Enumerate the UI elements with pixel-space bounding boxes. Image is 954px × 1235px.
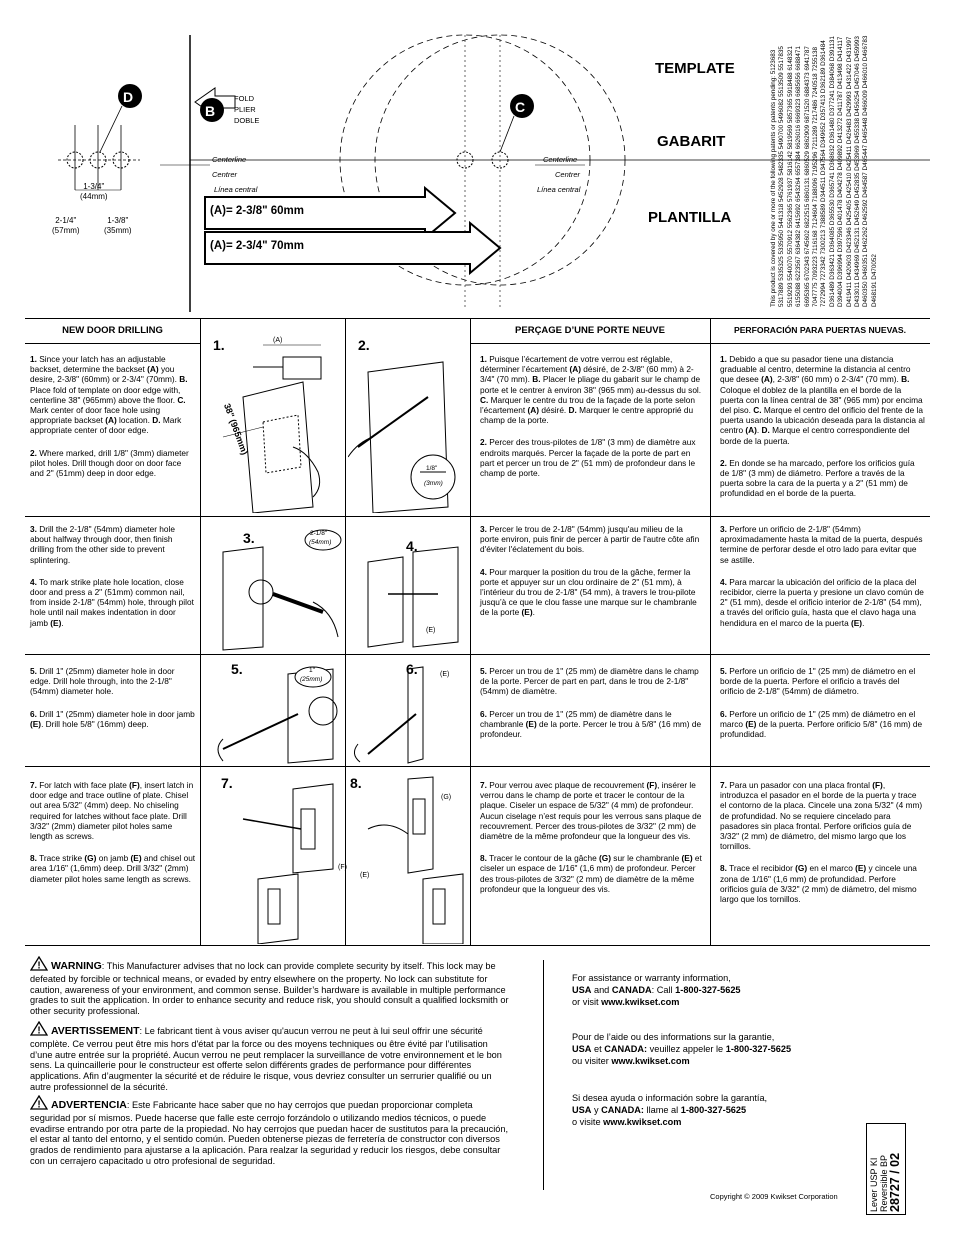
bit-1-mm: (25mm): [300, 676, 323, 683]
door-section: [223, 547, 263, 650]
footer-divider: [543, 960, 544, 1190]
fold-labels: [234, 93, 259, 126]
contact-fr: [572, 1031, 862, 1067]
warning-es: [30, 1095, 510, 1167]
divider-v1: [200, 319, 201, 946]
plate-recess: [268, 889, 280, 924]
en-step-4: 4. To mark strike plate hole location, close door and press a 2" (51mm) common nail, from inside 2-1/8" (54mm) hole, through pilot hole until nail makes indentation in door jamb (E).: [30, 576, 194, 628]
es-step-5: 5. Perfore un orificio de 1" (25 mm) de diámetro en el borde de la puerta. Perfore el orificio a través del orificio de 2-1/8" (54mm) de diámetro.: [720, 666, 916, 697]
contact-en-link[interactable]: www.kwikset.com: [601, 997, 680, 1007]
dim-2-1-4-in: 2-1/4": [55, 216, 77, 225]
header-en: NEW DOOR DRILLING: [62, 325, 163, 336]
bit-218-mm: (54mm): [309, 539, 332, 546]
dim-1-3-4-mm: (44mm): [80, 192, 108, 201]
jamb: [413, 547, 458, 647]
dim-1-3-8-in: 1-3/8": [107, 216, 129, 225]
door: [368, 557, 403, 647]
fr-steps-1-2: [480, 354, 702, 490]
warning-en-body: : This Manufacturer advises that no lock can provide complete security by itself. This lock may be defeated by forcible or technical means, or evaded by entry elsewhere on the property. No lock can substitute for caution, awareness of your environment, and common sense. Builder’s hardware is available in multiple performance grades to suit the application. In order to enhance security and reduce risk, you should consult a qualified locksmith or other security professional.: [30, 961, 509, 1017]
es-step-4: 4. Para marcar la ubicación del orificio de la placa del recibidor, cierre la puerta y presione un clavo común de 2" (51 mm), desde el orificio interior de 2-1/8" (54 mm), a través del orificio guía, hasta que el clavo haga una hendidura en el marco de la puerta (E).: [720, 576, 924, 628]
strike-recess: [433, 889, 445, 924]
es-step-3: 3. Perfore un orificio de 2-1/8" (54mm) aproximadamente hasta la mitad de la puerta, después termine de perforar desde el otro lado para evitar que se astille.: [720, 524, 923, 565]
jamb-upper: [408, 777, 433, 873]
contact-es: [572, 1092, 862, 1128]
fold-label-en: FOLD: [234, 94, 255, 103]
copyright: Copyright © 2009 Kwikset Corporation: [710, 1192, 838, 1201]
contact-es-line3: o visite www.kwikset.com: [572, 1117, 682, 1127]
centerline-fr-left: Centrer: [212, 170, 238, 179]
centerline-labels-right: [537, 152, 581, 197]
fold-label-es: DOBLE: [234, 116, 260, 125]
illustration-step-5: [203, 659, 343, 764]
fr-steps-5-6: [480, 666, 702, 751]
illustration-step-4: [348, 522, 468, 652]
hole-saw: [249, 580, 273, 604]
en-step-3: 3. Drill the 2-1/8" (54mm) diameter hole about halfway through door, then finish drilling from the other side to prevent splintering.: [30, 524, 175, 565]
drill-shaft: [368, 714, 416, 754]
divider-h3: [25, 766, 930, 767]
svg-text:!: !: [37, 1099, 41, 1110]
es-step-8: 8. Trace el recibidor (G) en el marco (E) y cincele una zona de 1/16" (1,6 mm) de profundidad. Perfore orificios guía de 3/32" (2 mm) de diámetro, del mismo largo que los tornillos.: [720, 863, 917, 905]
illustration-step-6: [348, 659, 468, 764]
illustration-step-1: [203, 327, 343, 513]
door-edge-lower: [258, 874, 298, 944]
en-step-2: 2. Where marked, drill 1/8" (3mm) diameter pilot holes. Drill though door on door face and 2" (51mm) deep in door edge.: [30, 447, 189, 479]
hand: [354, 744, 360, 762]
fr-step-1: 1. Puisque l’écartement de votre verrou est réglable, déterminer l’écartement (A) désiré, de 2-3/8" (60 mm) à 2-3/4" (70 mm). B. Placer le pliage du gabarit sur le champ de porte et le centrer à environ 38" (965 mm) au-dessus du sol. C. Marquer le centre du trou de la façade de la porte selon l’écartement (A) désiré. D. Marquer le centre approprié du champ de la porte.: [480, 354, 702, 426]
centerline-labels-left: [212, 152, 257, 197]
illustration-step-7: [203, 769, 347, 944]
door-template: [0, 0, 954, 318]
divider-h1: [25, 516, 930, 517]
drill-bit: [358, 397, 428, 447]
dim-2-1-4: [52, 216, 80, 236]
divider-v4: [710, 319, 711, 946]
label-e-step-4: (E): [426, 627, 436, 634]
hand-drill: [313, 602, 338, 637]
step-6-number: 6.: [406, 661, 418, 677]
label-e-step-8: (E): [360, 872, 370, 879]
en-step-1: 1. Since your latch has an adjustable backset, determine the backset (A) you desire, 2-3/8" (60mm) or 2-3/4" (70mm). B. Place fold of template on door edge with, centerline 38" (965mm) above the floor. C. Mark center of door face hole using appropriate backset (A) location. D. Mark appropriate center of door edge.: [30, 354, 188, 436]
hand-upper: [368, 825, 408, 834]
code-line-2: Reversible BP: [879, 1154, 889, 1212]
step-5-drawing: [203, 659, 343, 764]
illustration-step-8: [348, 769, 468, 944]
svg-text:!: !: [37, 1025, 41, 1036]
es-step-7: 7. Para un pasador con una placa frontal (F), introduzca el pasador en el borde de la puerta y trace el contorno de la placa. Cincele una zona 5/32" (4 mm) de profundidad. No se requiere cincelado para pasadores sin placa frontal. Perfore orificios guía de 3/32" (2 mm) de diámetro, del mismo largo que los tornillos.: [720, 780, 923, 852]
es-steps-1-2: [720, 354, 925, 511]
centerline-en-left: Centerline: [212, 155, 247, 164]
divider-h-header-en: [25, 343, 200, 344]
centerline-es-right: Línea central: [537, 185, 581, 194]
en-steps-3-4: [30, 524, 196, 640]
title-template: TEMPLATE: [655, 60, 735, 77]
arrow-60mm-label: (A)= 2-3/8" 60mm: [210, 205, 304, 217]
patent-text: This product is covered by one or more of the following patents or patents pending: 5123683 5317889 5335325 5335950 5441318 5452928 5482335 5490700 5496082 5513509 5517835 5519293 5540070 5570912 5562365 5761937 5816142 5819569 5857365 5918488 6148321 6155088 6223567 6364382 6415692 6543264 6557384 6626016 6669323 6685656 6688471 6695365 6702343 6745602 6822515 6860131 6860529 6862909 6871520 6884373 6941787 7047775 7093223 7116168 7124604 7188096 7195296 7211289 7217486 7240518 7255138 7272994 7273342 7300213 7388589 D344511 D347564 D349652 D357413 D362189 D361484 D361489 D363421 D364085 D365530 D365741 D368632 D361480 D377241 D384068 D391131 D394004 D396994 D397596 D401478 D404278 D409892 D413272 D411787 D413498 D414117 D419411 D420603 D423346 D425405 D425410 D425411 D426483 D429993 D431422 D431997 D433011 D434969 D452131 D452649 D452835 D453969 D455338 D456254 D457046 D459993 D460350 D460351 D462262 D462592 D464587 D465447 D465448 D466009 D466010 D466783 D468191 D470052: [770, 35, 878, 307]
fr-step-7: 7. Pour verrou avec plaque de recouvrement (F), insérer le verrou dans le champ de porte et tracer le contour de la plaque. Ciseler un espace de 5/32" (4 mm) de profondeur. Aucun ciselage n’est requis pour les verrous sans plaque de recouvrement. Percer des trous-pilotes de 3/32" (2 mm) de diamètre de la même profondeur que la longueur des vis.: [480, 780, 702, 842]
marker-b-label: B: [205, 103, 216, 119]
marker-c-label: C: [515, 99, 526, 115]
en-step-8: 8. Trace strike (G) on jamb (E) and chisel out area 1/16" (1,6mm) deep. Drill 3/32" (2mm) diameter pilot holes same length as screws.: [30, 853, 196, 884]
contact-fr-line3: ou visiter www.kwikset.com: [572, 1056, 690, 1066]
contact-fr-line1: Pour de l’aide ou des informations sur la garantie,: [572, 1032, 775, 1042]
contact-fr-link[interactable]: www.kwikset.com: [611, 1056, 690, 1066]
en-steps-5-6: [30, 666, 196, 741]
step-3-number: 3.: [243, 530, 255, 546]
strike-plate: [413, 799, 425, 834]
bit-size-mm: (3mm): [424, 480, 443, 487]
fr-step-8: 8. Tracer le contour de la gâche (G) sur le chambranle (E) et ciseler un espace de 1/16" (1,6 mm) de profondeur. Percer des trous-pilotes de 3/32" (2 mm) de diamètre de la même profondeur que la longueur des vis.: [480, 853, 702, 894]
face-plate: [301, 809, 315, 849]
label-e-step-6: (E): [440, 671, 450, 678]
warning-fr-heading: AVERTISSEMENT: [51, 1025, 140, 1037]
en-step-7: 7. For latch with face plate (F), insert latch in door edge and trace outline of plate. Chisel out area 5/32" (4mm) deep. No chiseling required for latches without face plate. Drill 3/32" (2mm) diameter pilot holes same length as screws.: [30, 780, 194, 842]
warning-fr-body: : Le fabricant tient à vous aviser qu'aucun verrou ne peut à lui seul offrir une sécurité complète. Ce verrou peut être mis hors d'état par la force ou des moyens techniques ou être évité par l’utilisation d’une autre entrée sur la propriété. Aucun verrou ne peut remplacer la surveillance de votre environnement et le bon sens. La quincaillerie pour le constructeur est offerte selon différents grades de performance pour différentes applications. Afin d’augmenter la sécurité et de réduire le risque, vous devriez consulter un serrurier qualifié ou un autre professionnel de la sécurité.: [30, 1026, 502, 1092]
fr-step-2: 2. Percer des trous-pilotes de 1/8" (3 mm) de diamètre aux endroits marqués. Percer la façade de la porte de part en part et percer un trou de 2" (51 mm) de profondeur dans le champ de porte.: [480, 437, 696, 479]
header-fr: PERÇAGE D’UNE PORTE NEUVE: [515, 325, 665, 336]
contact-en-line1: For assistance or warranty information,: [572, 973, 731, 983]
centerline-en-right: Centerline: [543, 155, 578, 164]
es-step-2: 2. En donde se ha marcado, perfore los orificios guía de 1/8" (3 mm) de diámetro. Perfore a través de la puerta sobre la cara de la puerta y a 2" (51 mm) de profundidad en el borde de la puerta.: [720, 457, 915, 499]
code-line-3: 28727 / 02: [888, 1152, 902, 1212]
es-steps-3-4: [720, 524, 925, 640]
arrow-70mm-label: (A)= 2-3/4" 70mm: [210, 240, 304, 252]
bit-size-in: 1/8": [426, 465, 438, 472]
instructions-grid: [25, 318, 930, 945]
dim-2-1-4-mm: (57mm): [52, 226, 80, 235]
jamb-lower: [423, 874, 463, 944]
template-on-door: [263, 415, 301, 473]
en-steps-1-2: [30, 354, 196, 490]
contact-es-line1: Si desea ayuda o información sobre la garantía,: [572, 1093, 768, 1103]
es-steps-7-8: [720, 780, 925, 916]
bit-1-in: 1": [309, 667, 315, 674]
code-line-1: Lever USP KI: [869, 1157, 879, 1212]
centerline-fr-right: Centrer: [555, 170, 581, 179]
illustration-step-2: [348, 327, 468, 513]
warning-en: [30, 956, 510, 1017]
step-4-number: 4.: [406, 538, 418, 554]
contact-fr-line2: USA et CANADA: veuillez appeler le 1-800-327-5625: [572, 1044, 792, 1054]
step-7-drawing: [203, 769, 343, 944]
warning-es-heading: ADVERTENCIA: [51, 1099, 127, 1111]
es-step-1: 1. Debido a que su pasador tiene una distancia graduable al centro, determine la distancia al centro que desee (A), 2-3/8" (60 mm) o 2-3/4" (70 mm). B. Coloque el doblez de la plantilla en el borde de la puerta con la línea central de 38" (965 mm) por encima del piso. C. Marque el centro del orificio del frente de la puerta usando la ubicación deseada para la distancia al centro (A). D. Marque el centro correspondiente del borde de la puerta.: [720, 354, 925, 446]
fold-label-fr: PLIER: [234, 105, 256, 114]
warning-triangle-icon: [30, 956, 48, 974]
title-plantilla: PLANTILLA: [648, 209, 732, 226]
drill-shaft: [223, 714, 298, 749]
header-es: PERFORACIÓN PARA PUERTAS NUEVAS.: [733, 325, 907, 335]
es-steps-5-6: [720, 666, 925, 751]
divider-v3: [470, 319, 471, 946]
warning-en-heading: WARNING: [51, 960, 102, 972]
step-2-drawing: [348, 327, 468, 513]
fr-step-4: 4. Pour marquer la position du trou de la gâche, fermer la porte et appuyer sur un clou ordinaire de 2" (51 mm), à l’intérieur du trou de 2-1/8" (54 mm), à travers le trou-pilote jusqu’à ce que le clou fasse une marque sur le chambranle de la porte (E).: [480, 566, 697, 618]
bit-218-in: 2-1/8": [310, 530, 328, 537]
title-gabarit: GABARIT: [657, 133, 726, 150]
fr-step-5: 5. Percer un trou de 1" (25 mm) de diamètre dans le champ de la porte. Percer de part en part, dans le trou de 2-1/8" (54mm) de diamètre.: [480, 666, 699, 697]
contact-en-line2: USA and CANADA: Call 1-800-327-5625: [572, 985, 741, 995]
contact-en-line3: or visit www.kwikset.com: [572, 997, 680, 1007]
warning-es-body: : Este Fabricante hace saber que no hay cerrojos que puedan proporcionar completa seguridad por sí mismos. Puede hacerse que falle este cerrojo forzándolo o utilizando medios técnicos, o puede evadirse entrando por otra parte de la propiedad. No hay cerrojos que puedan hacer de sustitutos para la precaución, el estar al tanto del entorno, y el sentido común. Pueden obtenerse piezas de ferretería de constructor con diversos grados de rendimiento para ajustarse a la aplicación. Para realzar la seguridad y reducir los riesgos, debe consultar con un cerrajero capacitado u otro profesional de seguridad.: [30, 1100, 509, 1166]
hand: [218, 739, 223, 761]
en-step-5: 5. Drill 1" (25mm) diameter hole in door edge. Drill hole through, into the 2-1/8" (54mm) diameter hole.: [30, 666, 175, 697]
patent-block: [770, 32, 895, 307]
dim-1-3-4-in: 1-3/4": [83, 182, 105, 191]
step-7-number: 7.: [221, 775, 233, 791]
dim-1-3-8-mm: (35mm): [104, 226, 132, 235]
step-1-number: 1.: [213, 337, 225, 353]
document-code: [869, 1128, 905, 1212]
divider-h4: [25, 945, 930, 946]
fr-step-3: 3. Percer le trou de 2-1/8" (54mm) jusqu'au milieu de la porte environ, puis finir de percer à partir de l'autre côte afin d'éviter l'éclatement du bois.: [480, 524, 700, 555]
contact-es-link[interactable]: www.kwikset.com: [603, 1117, 682, 1127]
fr-steps-3-4: [480, 524, 702, 630]
en-steps-7-8: [30, 780, 196, 896]
chisel: [243, 819, 301, 829]
fr-step-6: 6. Percer un trou de 1" (25 mm) de diamètre dans le chambranle (E) de la porte. Percer le trou à 5/8" (16 mm) de profondeur.: [480, 708, 702, 740]
label-backset-height: 38" (965mm): [222, 402, 250, 457]
illustration-step-3: [203, 522, 343, 652]
contact-en: [572, 972, 862, 1008]
marker-d-label: D: [123, 89, 134, 105]
divider-h-header-fr-es: [470, 343, 930, 344]
en-step-6: 6. Drill 1" (25mm) diameter hole in door jamb (E). Drill hole 5/8" (16mm) deep.: [30, 708, 195, 729]
divider-h2: [25, 654, 930, 655]
warning-triangle-icon: [30, 1095, 48, 1113]
detail-circle: [411, 455, 455, 499]
step-8-number: 8.: [350, 775, 362, 791]
label-f: (F): [338, 864, 347, 871]
step-1-drawing: [203, 327, 343, 513]
marker-d-leader: [100, 106, 122, 152]
svg-text:!: !: [37, 960, 41, 971]
dim-1-3-8: [104, 216, 132, 236]
label-g: (G): [441, 794, 452, 801]
warning-fr: [30, 1021, 510, 1093]
warning-triangle-icon: [30, 1021, 48, 1039]
dim-1-3-4: [80, 182, 108, 202]
contact-es-line2: USA y CANADA: llame al 1-800-327-5625: [572, 1105, 747, 1115]
es-step-6: 6. Perfore un orificio de 1" (25 mm) de diámetro en el marco (E) de la puerta. Perfore orificio 5/8" (16 mm) de profundidad.: [720, 708, 923, 740]
step-2-number: 2.: [358, 337, 370, 353]
fr-steps-7-8: [480, 780, 702, 906]
centerline-es-left: Línea central: [214, 185, 258, 194]
step-5-number: 5.: [231, 661, 243, 677]
marker-c-leader: [500, 116, 514, 152]
document-code-box: [866, 1123, 906, 1215]
latch-body: [283, 357, 321, 379]
label-a: (A): [273, 337, 283, 344]
divider-v2: [345, 319, 346, 946]
